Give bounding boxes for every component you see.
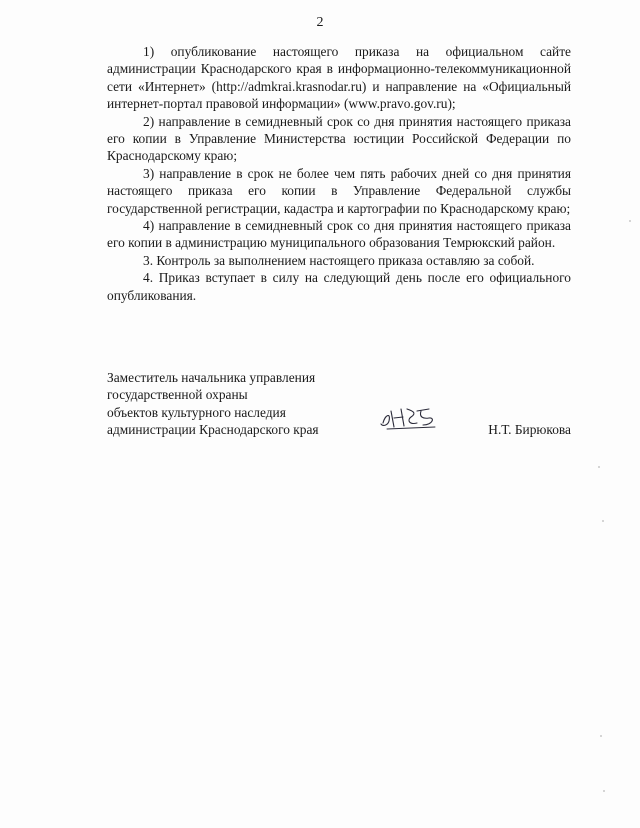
page-number: 2 [316,15,324,30]
signature-block [107,369,571,439]
paragraph-item-2: 2) направление в семидневный срок со дня принятия настоящего приказа его копии в Управление Министерства юстиции Российской Федерации по Краснодарскому краю; [107,113,571,164]
scan-speck [598,466,600,468]
paragraph-item-4: 4) направление в семидневный срок со дня принятия настоящего приказа его копии в администрацию муниципального образования Темрюкский район. [107,218,571,251]
scan-speck [603,790,605,792]
signer-name: Н.Т. Бирюкова [488,422,571,437]
signer-position-line-2: государственной охраны [107,387,248,403]
scan-speck [600,735,602,737]
scan-speck [629,220,631,222]
paragraph-control: 3. Контроль за выполнением настоящего приказа оставляю за собой. [143,252,535,268]
paragraph-item-3: 3) направление в срок не более чем пять рабочих дней со дня принятия настоящего приказа его копии в Управление Федеральной службы государственной регистрации, кадастра и картографии по Краснодарскому краю; [107,165,571,216]
signer-position-line-3: объектов культурного наследия [107,404,286,420]
paragraph-effective-date: 4. Приказ вступает в силу на следующий день после его официального опубликования. [107,270,571,303]
paragraph-item-1: 1) опубликование настоящего приказа на официальном сайте администрации Краснодарского края в информационно-телекоммуникационной сети «Интернет» (http://admkrai.krasnodar.ru) и направление на «Официальный интернет-портал правовой информации» (www.pravo.gov.ru); [107,44,571,112]
document-body [107,43,571,304]
signer-position-line-1: Заместитель начальника управления [107,370,316,385]
handwritten-signature-icon [377,403,457,433]
scan-speck [602,520,604,522]
signer-position-line-4: администрации Краснодарского края [107,422,319,438]
